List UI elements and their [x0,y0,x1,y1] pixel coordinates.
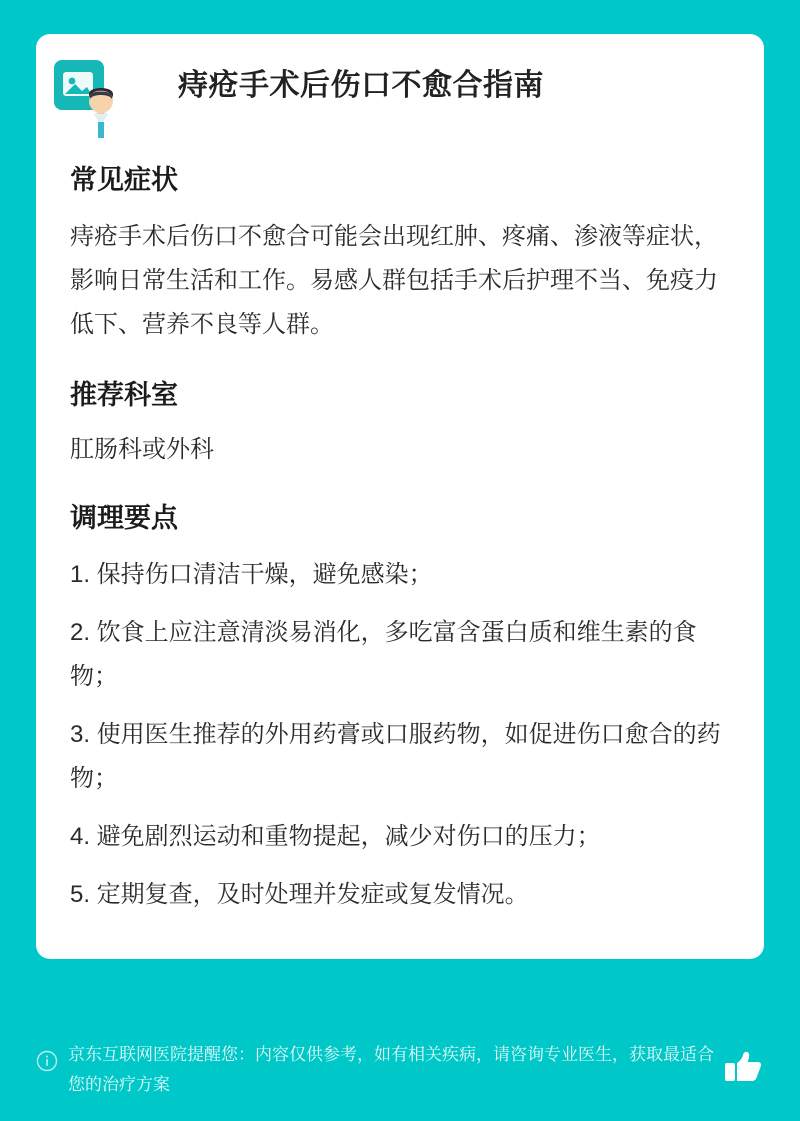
section-body-symptoms: 痔疮手术后伤口不愈合可能会出现红肿、疼痛、渗液等症状，影响日常生活和工作。易感人群包括手术后护理不当、免疫力低下、营养不良等人群。 [70,223,718,338]
list-item: 2. 饮食上应注意清淡易消化，多吃富含蛋白质和维生素的食物； [70,619,697,690]
list-item: 3. 使用医生推荐的外用药膏或口服药物，如促进伤口愈合的药物； [70,721,721,792]
list-item: 1. 保持伤口清洁干燥，避免感染； [70,561,433,588]
info-circle-icon [36,1050,58,1072]
page-title: 痔疮手术后伤口不愈合指南 [178,69,544,102]
section-heading-care-points: 调理要点 [70,503,178,533]
footer-disclaimer-text: 京东互联网医院提醒您：内容仅供参考，如有相关疾病，请咨询专业医生，获取最适合您的治疗方案 [68,1045,714,1094]
content-card [36,34,764,959]
section-heading-symptoms: 常见症状 [70,165,178,195]
doctor-avatar-icon [54,60,130,142]
section-heading-department: 推荐科室 [70,380,178,410]
section-body-department: 肛肠科或外科 [70,436,214,463]
list-item: 5. 定期复查，及时处理并发症或复发情况。 [70,881,529,908]
footer-disclaimer-bar [36,1040,764,1106]
thumbs-up-icon[interactable] [722,1046,764,1088]
list-item: 4. 避免剧烈运动和重物提起，减少对伤口的压力； [70,823,601,850]
care-points-list [60,553,740,917]
